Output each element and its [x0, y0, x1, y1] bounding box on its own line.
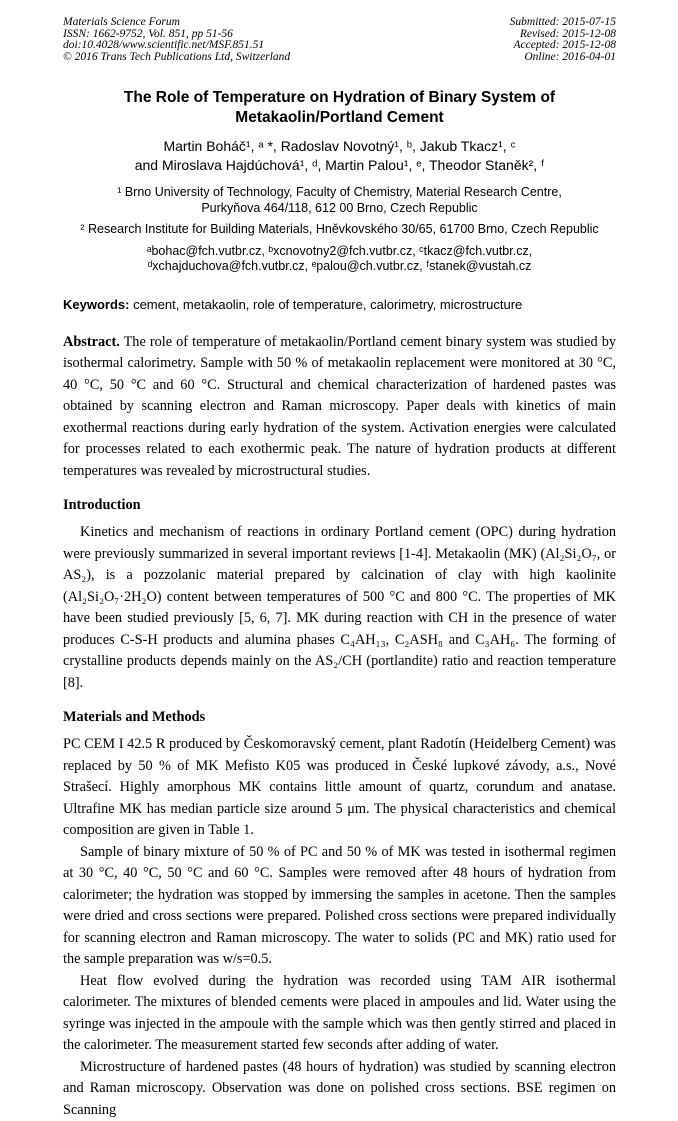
- doi-line: doi:10.4028/www.scientific.net/MSF.851.51: [63, 39, 265, 52]
- section-heading-materials-and-methods: Materials and Methods: [63, 709, 206, 726]
- paper-title-line-1: The Role of Temperature on Hydration of Binary System of: [123, 88, 556, 106]
- abstract-label: Abstract.: [63, 333, 120, 350]
- affiliation-2: ² Research Institute for Building Materials, Hněvkovského 30/65, 61700 Brno, Czech Republic: [80, 221, 599, 236]
- online-date: Online: 2016-04-01: [524, 51, 616, 64]
- affiliation-1: [63, 184, 616, 216]
- author-emails: [63, 244, 616, 275]
- keywords-text: cement, metakaolin, role of temperature, calorimetry, microstructure: [129, 296, 523, 312]
- journal-header-left: [63, 17, 290, 64]
- journal-header-right: [510, 17, 616, 64]
- author-emails-line-1: ᵃbohac@fch.vutbr.cz, ᵇxcnovotny2@fch.vutbr.cz, ᶜtkacz@fch.vutbr.cz,: [146, 243, 533, 258]
- materials-paragraph-1: PC CEM I 42.5 R produced by Českomoravský cement, plant Radotín (Heidelberg Cement) was replaced by 50 % of MK Mefisto K05 was produced in České lupkové závody, a.s., Nové Strašecí. Highly amorphous MK contains little amount of quartz, corundum and anatase. Ultrafine MK has median particle size around 5 μm. The physical characteristics and chemical composition are given in Table 1.: [63, 736, 616, 839]
- accepted-date: Accepted: 2015-12-08: [513, 39, 616, 52]
- copyright-line: © 2016 Trans Tech Publications Ltd, Switzerland: [63, 51, 291, 64]
- author-emails-line-2: ᵈxchajduchova@fch.vutbr.cz, ᵉpalou@ch.vutbr.cz, ᶠstanek@vustah.cz: [147, 259, 532, 274]
- affiliation-1-line-1: ¹ Brno University of Technology, Faculty of Chemistry, Material Research Centre,: [117, 184, 562, 199]
- issn-volume-line: ISSN: 1662-9752, Vol. 851, pp 51-56: [63, 27, 233, 40]
- materials-paragraph-3: Heat flow evolved during the hydration was recorded using TAM AIR isothermal calorimeter. The mixtures of blended cements were placed in ampoules and lid. Water using the syringe was injected in the ampoule with the sample which was then gently stirred and placed in the calorimeter. The measurement started few seconds after adding of water.: [63, 972, 616, 1054]
- journal-name: Materials Science Forum: [63, 16, 180, 28]
- affiliation-1-line-2: Purkyňova 464/118, 612 00 Brno, Czech Republic: [201, 200, 478, 215]
- paper-title-line-2: Metakaolin/Portland Cement: [235, 108, 444, 126]
- authors-line-2: and Miroslava Hajdúchová¹, ᵈ, Martin Palou¹, ᵉ, Theodor Staněk², ᶠ: [134, 156, 545, 173]
- submitted-date: Submitted: 2015-07-15: [509, 16, 616, 28]
- section-heading-introduction: Introduction: [63, 497, 141, 514]
- introduction-paragraph-1: Kinetics and mechanism of reactions in ordinary Portland cement (OPC) during hydration were previously summarized in several important reviews [1-4]. Metakaolin (MK) (Al₂Si₂O₇, or AS₂), is a pozzolanic material prepared by calcination of clay with high kaolinite (Al₂Si₂O₇·2H₂O) content between temperatures of 500 °C and 800 °C. The properties of MK have been studied previously [5, 6, 7]. MK during reaction with CH in the presence of water produces C-S-H products and alumina phases C₄AH₁₃, C₂ASH₈ and C₃AH₆. The forming of crystalline products depends mainly on the AS₂/CH (portlandite) ratio and reaction temperature [8].: [63, 524, 616, 691]
- materials-paragraph-4: Microstructure of hardened pastes (48 hours of hydration) was studied by scanning electron and Raman microscopy. Observation was done on polished cross sections. BSE regimen on Scanning: [63, 1058, 616, 1118]
- keywords-label: Keywords:: [63, 296, 130, 312]
- abstract-text: The role of temperature of metakaolin/Portland cement binary system was studied by isothermal calorimetry. Sample with 50 % of metakaolin replacement were monitored at 30 °C, 40 °C, 50 °C and 60 °C. Structural and chemical characterization of hardened pastes was obtained by scanning electron and Raman microscopy. Paper deals with kinetics of main exothermal reactions during early hydration of the system. Activation energies were calculated for processes related to each exothermic peak. The nature of hydration products at different temperatures was revealed by microstructural studies.: [63, 333, 616, 479]
- revised-date: Revised: 2015-12-08: [519, 27, 616, 40]
- authors: [63, 137, 616, 175]
- keywords: [63, 297, 616, 313]
- abstract: [63, 332, 616, 483]
- paper-title: [63, 88, 616, 128]
- journal-header: [63, 17, 616, 64]
- authors-line-1: Martin Boháč¹, ᵃ *, Radoslav Novotný¹, ᵇ, Jakub Tkacz¹, ᶜ: [163, 137, 516, 154]
- materials-paragraph-2: Sample of binary mixture of 50 % of PC and 50 % of MK was tested in isothermal regimen at 30 °C, 40 °C, 50 °C and 60 °C. Samples were removed after 48 hours of hydration from calorimeter; the hydration was stopped by immersing the samples in acetone. Then the samples were dried and cross sections were prepared. Polished cross sections were prepared individually for scanning electron and Raman microscopy. The water to solids (PC and MK) ratio used for the sample preparation was w/s=0.5.: [63, 843, 616, 968]
